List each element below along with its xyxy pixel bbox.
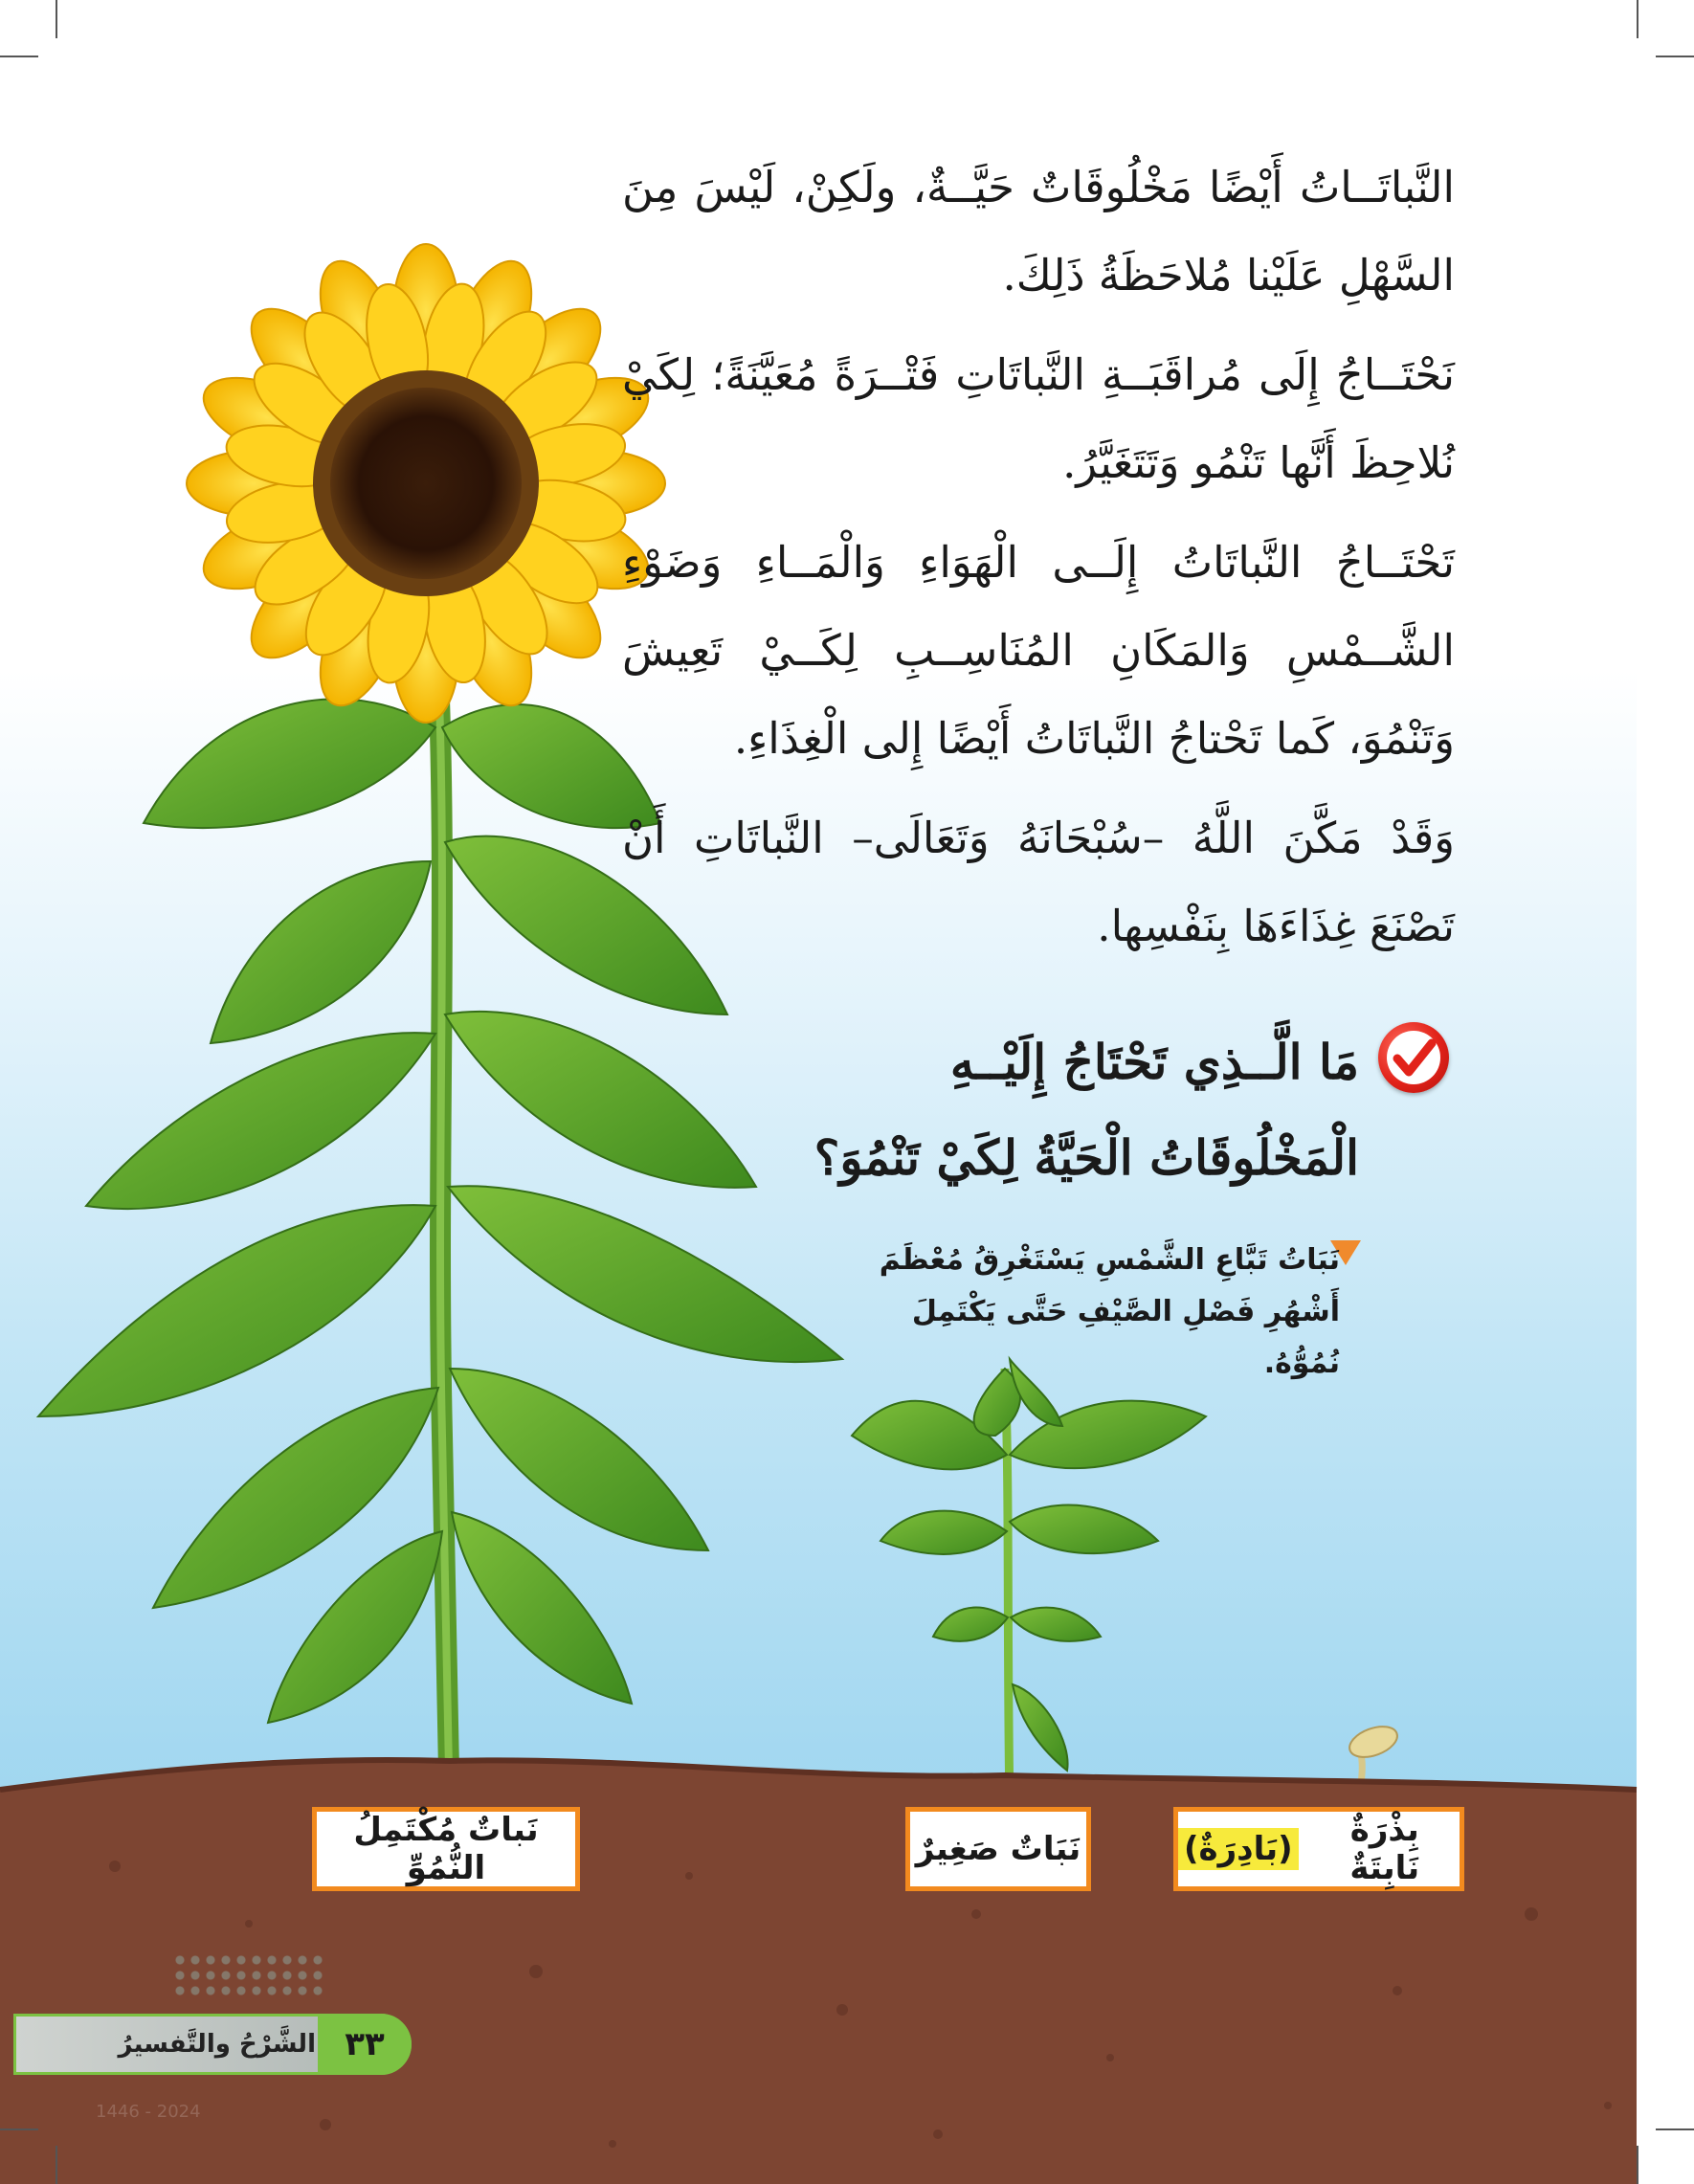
label-young-plant [905, 1807, 1091, 1891]
crop-mark [1656, 2128, 1694, 2130]
year-stamp: 1446 - 2024 [96, 2102, 201, 2122]
crop-mark [1656, 56, 1694, 57]
label-seedling [1173, 1807, 1464, 1891]
paragraph-plants-living: النَّباتَــاتُ أَيْضًا مَخْلُوقَاتٌ حَيَّــةٌ، ولَكِنْ، لَيْسَ مِنَ السَّهْلِ عَلَيْنا مُلاحَظَةُ ذَلِكَ. [622, 162, 1455, 301]
decorative-dots [172, 1952, 325, 2000]
image-caption: نَبَاتُ تَبَّاعِ الشَّمْسِ يَسْتَغْرِقُ مُعْظَمَ أَشْهُرِ فَصْلِ الصَّيْفِ حَتَّى يَكْتَمِلَ نُمُوُّهُ. [879, 1243, 1340, 1380]
label-young-plant-text: نَبَاتٌ صَغِيرٌ [915, 1830, 1081, 1868]
crop-mark [0, 2128, 38, 2130]
body-text [622, 144, 1455, 982]
crop-mark [1637, 0, 1638, 38]
review-question: مَا الَّــذِي تَحْتَاجُ إِلَيْــهِ الْمَخْلُوقَاتُ الْحَيَّةُ لِكَيْ تَنْمُوَ؟ [814, 1034, 1359, 1186]
crop-mark [0, 56, 38, 57]
paragraph-make-food: وَقَدْ مَكَّنَ اللَّهُ –سُبْحَانَهُ وَتَعَالَى– النَّباتَاتِ أَنْ تَصْنَعَ غِذَاءَهَا بِنَفْسِها. [622, 813, 1455, 951]
footer-section-title: الشَّرْحُ والتَّفسيرُ [118, 2030, 316, 2059]
label-mature-plant [312, 1807, 580, 1891]
paragraph-plant-needs: تَحْتَــاجُ النَّباتَاتُ إِلَــى الْهَوَاءِ وَالْمَــاءِ وَضَوْءِ الشَّــمْسِ وَالمَكَانِ المُنَاسِــبِ لِكَــيْ تَعِيشَ وَتَنْمُوَ، كَما تَحْتاجُ النَّباتَاتُ أَيْضًا إِلى الْغِذَاءِ. [622, 537, 1455, 764]
page-number: ٣٣ [318, 2014, 412, 2075]
crop-mark [56, 2146, 57, 2184]
crop-mark [1637, 2146, 1638, 2184]
crop-mark [56, 0, 57, 38]
label-seedling-text: بِذْرَةٌ نَابِتَةٌ [1349, 1811, 1420, 1887]
label-seedling-highlight: (بَادِرَةٌ) [1178, 1828, 1299, 1870]
label-mature-plant-text: نَباتٌ مُكْتَمِلُ النُّمُوِّ [353, 1811, 539, 1887]
paragraph-observe-growth: نَحْتَــاجُ إِلَى مُراقَبَــةِ النَّباتَاتِ فَتْــرَةً مُعَيَّنَةً؛ لِكَيْ نُلاحِظَ أَنَّها تَنْمُو وَتَتَغَيَّرُ. [622, 349, 1455, 488]
